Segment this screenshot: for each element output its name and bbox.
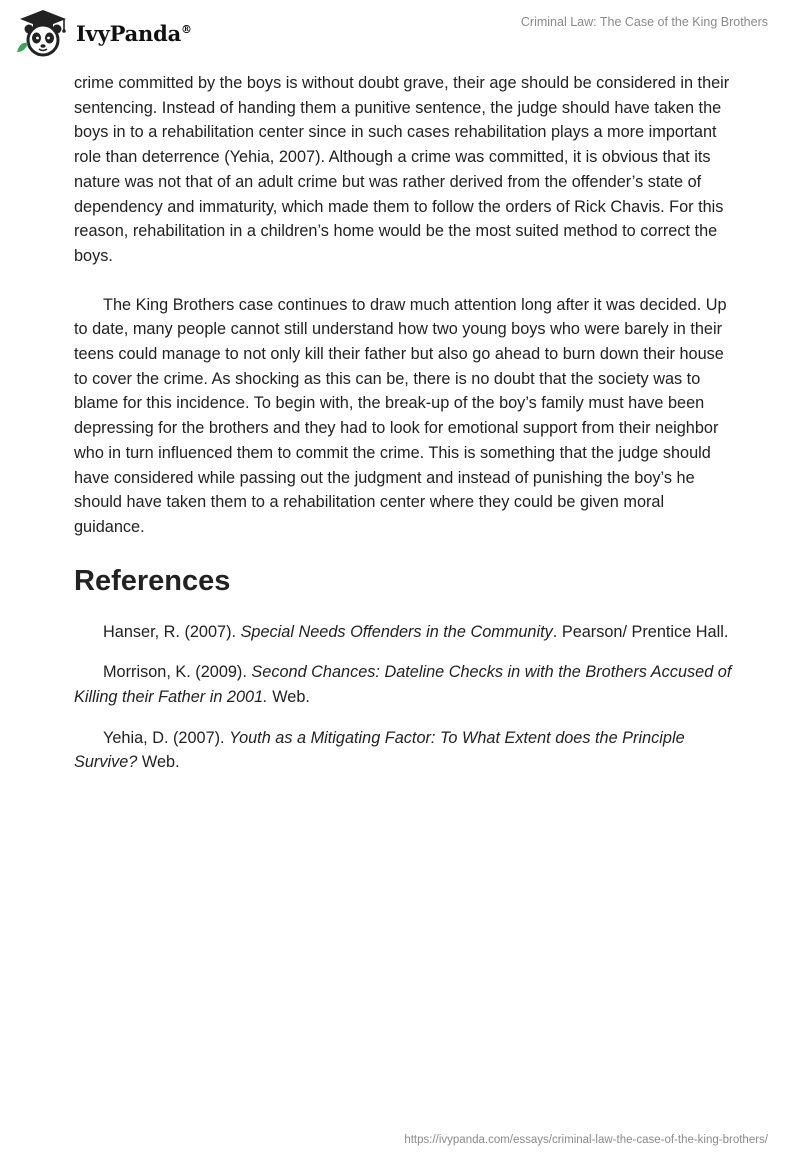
- reference-entry: Yehia, D. (2007). Youth as a Mitigating Factor: To What Extent does the Principle Survive? Web.: [74, 728, 685, 772]
- body-paragraph: The King Brothers case continues to draw much attention long after it was decided. Up to date, many people cannot still understand how two young boys who were barely in their teens could manage to not only kill their father but also go ahead to burn down their house to cover the crime. As shocking as this can be, there is no doubt that the society was to blame for this incidence. To begin with, the break-up of the boy’s family must have been depressing for the brothers and they had to look for emotional support from their neighbor who in turn influenced them to commit the crime. This is something that the judge should have considered while passing out the judgment and instead of punishing the boy’s he should have taken them to a rehabilitation center where they could be given moral guidance.: [74, 295, 727, 536]
- references-heading: References: [74, 564, 231, 597]
- reference-title: Youth as a Mitigating Factor: To What Extent does the Principle Survive?: [74, 728, 685, 772]
- reference-entry: Hanser, R. (2007). Special Needs Offenders in the Community. Pearson/ Prentice Hall.: [103, 622, 729, 641]
- source-url-link[interactable]: https://ivypanda.com/essays/criminal-law-the-case-of-the-king-brothers/: [404, 1134, 768, 1146]
- body-paragraph: crime committed by the boys is without doubt grave, their age should be considered in their sentencing. Instead of handing them a punitive sentence, the judge should have taken the boys in to a rehabilitation center since in such cases rehabilitation plays a more important role than deterrence (Yehia, 2007). Although a crime was committed, it is obvious that its nature was not that of an adult crime but was rather derived from the offender’s state of dependency and immaturity, which made them to follow the orders of Rick Chavis. For this reason, rehabilitation in a children’s home would be the most suited method to correct the boys.: [74, 74, 730, 265]
- reference-title: Second Chances: Dateline Checks in with the Brothers Accused of Killing their Father in 2001.: [74, 663, 732, 707]
- reference-title: Special Needs Offenders in the Community: [240, 622, 553, 641]
- running-title: Criminal Law: The Case of the King Brothers: [520, 15, 768, 29]
- page-header: [0, 0, 800, 70]
- brand-name: IvyPanda®: [76, 20, 192, 46]
- essay-content: [74, 71, 734, 791]
- brand-logo[interactable]: [14, 8, 192, 58]
- panda-logo-icon: [14, 8, 72, 58]
- reference-entry: Morrison, K. (2009). Second Chances: Dateline Checks in with the Brothers Accused of Killing their Father in 2001. Web.: [74, 663, 732, 707]
